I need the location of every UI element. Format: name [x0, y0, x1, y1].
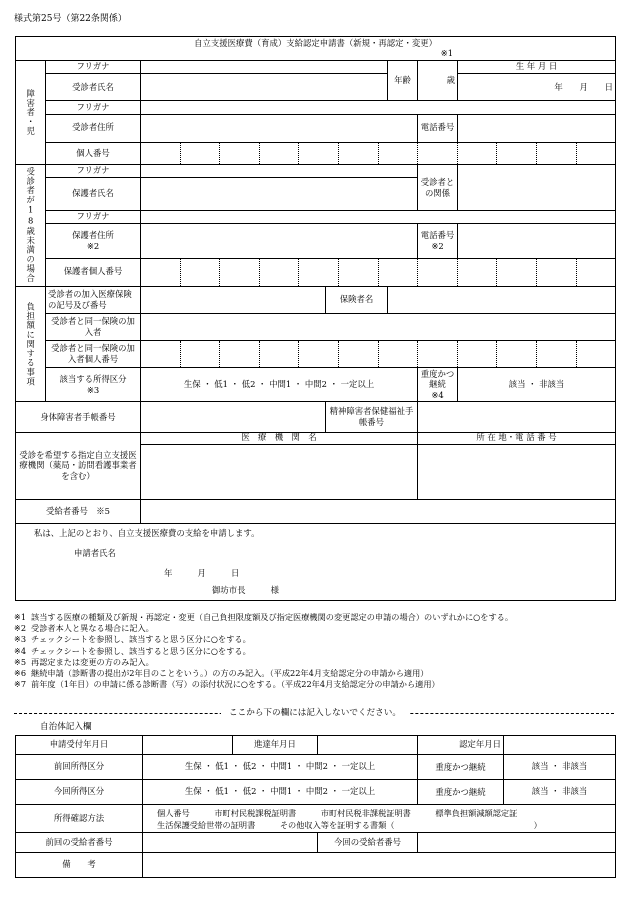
title-note: ※1 — [440, 47, 454, 58]
facility-name-input[interactable] — [141, 444, 418, 499]
patient-address-furigana-input[interactable] — [141, 101, 616, 114]
remarks-input[interactable] — [143, 853, 616, 878]
mental-handbook-label: 精神障害者保健福祉手帳番号 — [326, 402, 418, 432]
patient-name-input[interactable] — [141, 74, 388, 101]
received-input[interactable] — [143, 736, 233, 755]
same-insured-input[interactable] — [141, 314, 616, 341]
guardian-name-input[interactable] — [141, 178, 418, 211]
prev-no-input[interactable] — [143, 833, 318, 853]
verify-line-1: 個人番号 市町村民税課税証明書 市町村民税非課税証明書 標準負担額減額認定証 — [157, 807, 518, 818]
facility-name-header: 医 療 機 関 名 — [141, 432, 418, 444]
guardian-furigana-label: フリガナ — [46, 164, 141, 177]
guardian-address-furigana-input[interactable] — [141, 211, 616, 224]
guardian-phone-label: 電話番号 ※2 — [418, 224, 458, 258]
mental-handbook-input[interactable] — [418, 402, 616, 432]
note-2: ※2 受診者本人と異なる場合に記入。 — [14, 623, 154, 634]
patient-phone-label: 電話番号 — [418, 114, 458, 142]
notes — [14, 612, 513, 690]
patient-furigana-input[interactable] — [141, 61, 388, 74]
applicant-label: 申請者氏名 — [74, 548, 116, 559]
note-1: ※1 該当する医療の種類及び新規・再認定・変更（自己負担限度額及び指定医療機関の変更認定の申請の場合）のいずれかに○をする。 — [14, 612, 514, 622]
same-insured-id-label: 受診者と同一保険の加入者個人番号 — [46, 341, 141, 368]
patient-address-furigana-label: フリガナ — [46, 101, 141, 114]
recipient-no-label: 受給者番号 ※5 — [16, 500, 141, 524]
curr-severe-label: 重度かつ継続 — [418, 780, 504, 805]
recipient-no-input[interactable] — [141, 500, 616, 524]
note-4: ※4 チェックシートを参照し、該当すると思う区分に○をする。 — [14, 645, 251, 656]
relation-input[interactable] — [458, 164, 616, 210]
age-input[interactable]: 歳 — [418, 61, 458, 101]
income-class-label: 該当する所得区分 ※3 — [46, 368, 141, 402]
title-row — [16, 37, 616, 61]
cut-line-text: ここから下の欄には記入しないでください。 — [0, 709, 630, 719]
sent-input[interactable] — [318, 736, 418, 755]
patient-phone-input[interactable] — [458, 114, 616, 142]
office-section-title: 自治体記入欄 — [40, 722, 92, 732]
date-line[interactable]: 年 月 日 — [164, 568, 240, 579]
declaration-box — [16, 524, 616, 601]
same-insured-label: 受診者と同一保険の加入者 — [46, 314, 141, 341]
received-label: 申請受付年月日 — [16, 736, 143, 755]
insurance-no-input[interactable] — [141, 286, 326, 313]
age-label: 年齢 — [388, 61, 418, 101]
verify-options[interactable] — [143, 805, 616, 833]
guardian-address-furigana-label: フリガナ — [46, 211, 141, 224]
facility-address-input[interactable] — [418, 444, 616, 499]
office-table — [15, 735, 616, 878]
form-number: 様式第25号（第22条関係） — [14, 14, 127, 24]
main-table — [15, 36, 616, 601]
addressee: 御坊市長 様 — [212, 585, 279, 596]
severe-label: 重度かつ継続 ※4 — [418, 368, 458, 402]
note-6: ※6 継続申請（診断書の提出が2年目のことをいう。）の方のみ記入。（平成22年4月支給認定分の申請から適用） — [14, 668, 429, 679]
note-5: ※5 再認定または変更の方のみ記入。 — [14, 656, 154, 667]
prev-income-options[interactable]: 生保 ・ 低1 ・ 低2 ・ 中間1 ・ 中間2 ・ 一定以上 — [143, 755, 418, 780]
prev-no-label: 前回の受給者番号 — [16, 833, 143, 853]
income-class-options[interactable]: 生保 ・ 低1 ・ 低2 ・ 中間1 ・ 中間2 ・ 一定以上 — [141, 368, 418, 402]
guardian-name-label: 保護者氏名 — [46, 178, 141, 211]
guardian-address-input[interactable] — [141, 224, 418, 258]
burden-group: 負担額に関する事項 — [16, 286, 46, 402]
guardian-id-input[interactable] — [141, 258, 616, 286]
guardian-address-label: 保護者住所 ※2 — [46, 224, 141, 258]
approved-input[interactable] — [504, 736, 616, 755]
physical-handbook-input[interactable] — [141, 402, 326, 432]
remarks-label: 備 考 — [16, 853, 143, 878]
verify-line-2: 生活保護受給世帯の証明書 その他収入等を証明する書類（ ） — [157, 819, 542, 830]
birth-date-input[interactable]: 年 月 日 — [458, 74, 616, 101]
guardian-group: 受診者が18歳未満の場合 — [16, 164, 46, 286]
approved-label: 認定年月日 — [418, 736, 504, 755]
curr-income-options[interactable]: 生保 ・ 低1 ・ 低2 ・ 中間1 ・ 中間2 ・ 一定以上 — [143, 780, 418, 805]
curr-severe-options[interactable]: 該当 ・ 非該当 — [504, 780, 616, 805]
note-7: ※7 前年度（1年目）の申請に係る診断書（写）の添付状況に○をする。（平成22年4月支給認定分の申請から適用） — [14, 679, 440, 690]
facility-address-header: 所 在 地・電 話 番 号 — [418, 432, 616, 444]
facility-label: 受診を希望する指定自立支援医療機関（薬局・訪問看護事業者を含む） — [16, 432, 141, 499]
patient-furigana-label: フリガナ — [46, 61, 141, 74]
guardian-furigana-input[interactable] — [141, 164, 418, 177]
guardian-phone-input[interactable] — [458, 224, 616, 258]
insurance-no-label: 受診者の加入医療保険の記号及び番号 — [46, 286, 141, 313]
declaration-text: 私は、上記のとおり、自立支援医療費の支給を申請します。 — [34, 528, 260, 539]
birth-header: 生 年 月 日 — [458, 61, 616, 74]
patient-name-label: 受診者氏名 — [46, 74, 141, 101]
relation-label: 受診者との関係 — [418, 164, 458, 210]
guardian-id-label: 保護者個人番号 — [46, 258, 141, 286]
patient-group: 障害者・児 — [16, 61, 46, 165]
curr-no-label: 今回の受給者番号 — [318, 833, 418, 853]
patient-id-input[interactable] — [141, 142, 616, 164]
physical-handbook-label: 身体障害者手帳番号 — [16, 402, 141, 432]
curr-no-input[interactable] — [418, 833, 616, 853]
patient-address-input[interactable] — [141, 114, 418, 142]
severe-options[interactable]: 該当 ・ 非該当 — [458, 368, 616, 402]
sent-label: 進達年月日 — [233, 736, 318, 755]
prev-severe-options[interactable]: 該当 ・ 非該当 — [504, 755, 616, 780]
verify-label: 所得確認方法 — [16, 805, 143, 833]
patient-id-label: 個人番号 — [46, 142, 141, 164]
note-3: ※3 チェックシートを参照し、該当すると思う区分に○をする。 — [14, 634, 251, 645]
prev-severe-label: 重度かつ継続 — [418, 755, 504, 780]
form-title: 自立支援医療費（育成）支給認定申請書（新規・再認定・変更） — [194, 38, 437, 49]
curr-income-label: 今回所得区分 — [16, 780, 143, 805]
insurer-label: 保険者名 — [326, 286, 388, 313]
prev-income-label: 前回所得区分 — [16, 755, 143, 780]
insurer-input[interactable] — [388, 286, 616, 313]
patient-address-label: 受診者住所 — [46, 114, 141, 142]
same-insured-id-input[interactable] — [141, 341, 616, 368]
